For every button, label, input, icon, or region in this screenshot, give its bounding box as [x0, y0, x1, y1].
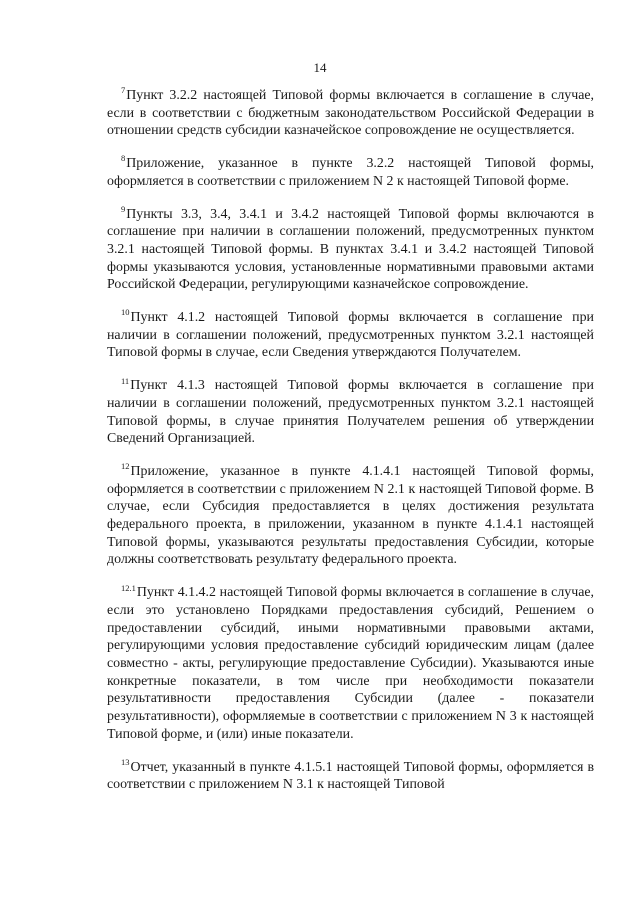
footnote-text: Пункты 3.3, 3.4, 3.4.1 и 3.4.2 настоящей Типовой формы включаются в соглашение при наличии в соглашении положений, предусмотренных пунктом 3.2.1 настоящей Типовой формы. В пунктах 3.4.1 и 3.4.2 настоящей Типовой формы указываются условия, установленные нормативными правовыми актами Российской Федерации, регулирующими казначейское сопровождение. — [107, 206, 594, 293]
footnote-12-1 — [107, 584, 594, 743]
footnote-11 — [107, 377, 594, 448]
footnote-text: Пункт 4.1.2 настоящей Типовой формы включается в соглашение при наличии в соглашении положений, предусмотренных пунктом 3.2.1 настоящей Типовой формы в случае, если Сведения утверждаются Получателем. — [107, 310, 594, 361]
footnote-marker: 11 — [121, 375, 130, 386]
footnote-10 — [107, 309, 594, 362]
footnote-marker: 13 — [121, 756, 130, 767]
footnote-12 — [107, 463, 594, 569]
footnote-13 — [107, 756, 594, 794]
footnote-marker: 7 — [121, 85, 126, 96]
footnote-marker: 10 — [121, 307, 130, 318]
footnote-marker: 9 — [121, 203, 126, 214]
footnote-text: Приложение, указанное в пункте 3.2.2 настоящей Типовой формы, оформляется в соответствии с приложением N 2 к настоящей Типовой форме. — [107, 156, 594, 189]
footnote-text: Отчет, указанный в пункте 4.1.5.1 настоящей Типовой формы, оформляется в соответствии с приложением N 3.1 к настоящей Типовой — [107, 759, 594, 793]
footnote-text: Пункт 4.1.3 настоящей Типовой формы включается в соглашение при наличии в соглашении положений, предусмотренных пунктом 3.2.1 настоящей Типовой формы, в случае принятия Получателем решения об утверждении Сведений Организацией. — [107, 378, 594, 447]
page-number: 14 — [313, 60, 327, 75]
footnote-8 — [107, 155, 594, 190]
footnote-marker: 12 — [121, 461, 130, 472]
footnotes-list — [107, 87, 594, 809]
footnote-marker: 8 — [121, 153, 126, 164]
footnote-text: Приложение, указанное в пункте 4.1.4.1 настоящей Типовой формы, оформляется в соответствии с приложением N 2.1 к настоящей Типовой форме. В случае, если Субсидия предоставляется в целях достижения результата федерального проекта, в приложении, указанном в пункте 4.1.4.1 настоящей Типовой формы, указываются результаты предоставления Субсидии, которые должны соответствовать результату федерального проекта. — [107, 463, 594, 568]
footnote-marker: 12.1 — [121, 582, 136, 593]
footnote-text: Пункт 4.1.4.2 настоящей Типовой формы включается в соглашение в случае, если это установлено Порядками предоставления субсидий, Решением о предоставлении субсидий, иными нормативными правовыми актами, регулирующими условия предоставление субсидий юридическим лицам (далее совместно - акты, регулирующие предоставление Субсидии). Указываются иные конкретные показатели, в том числе при необходимости показатели результативности предоставления Субсидии (далее - показатели результативности), оформляемые в соответствии с приложением N 3 к настоящей Типовой форме, и (или) иные показатели. — [107, 585, 594, 742]
footnote-text: Пункт 3.2.2 настоящей Типовой формы включается в соглашение в случае, если в соответствии с бюджетным законодательством Российской Федерации в отношении средств субсидии казначейское сопровождение не осуществляется. — [107, 88, 594, 139]
footnote-7 — [107, 87, 594, 140]
footnote-9 — [107, 203, 594, 295]
